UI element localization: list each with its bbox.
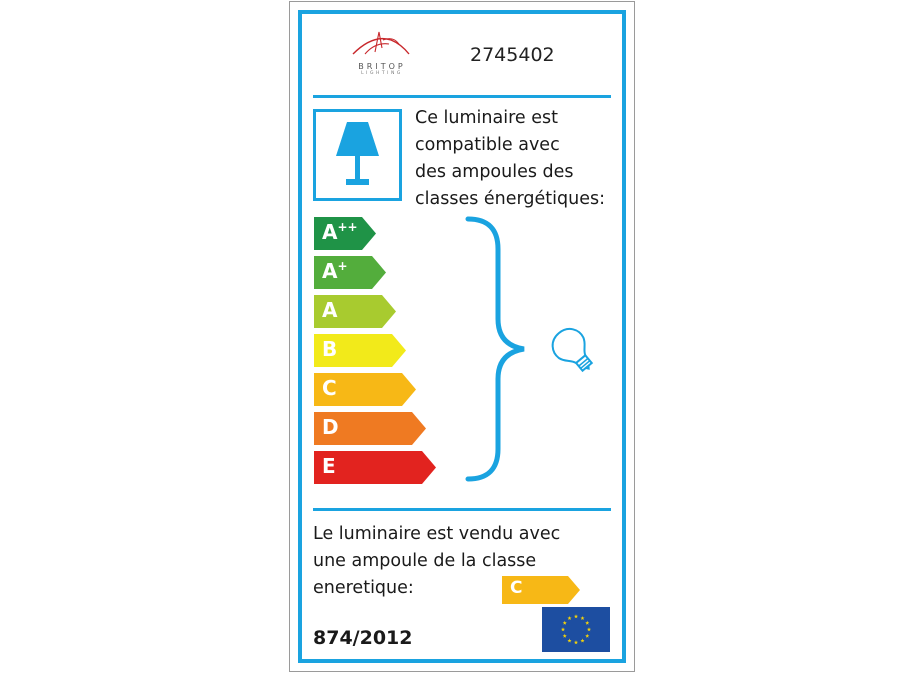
brand-name: BRITOP [358, 62, 406, 71]
energy-class-label: B [322, 337, 338, 361]
energy-class-label: D [322, 415, 339, 439]
energy-class-label: A+ [322, 259, 348, 283]
sold-with-class-label: C [510, 578, 523, 598]
eu-flag-icon [542, 607, 610, 652]
compat-line-2: compatible avec [415, 135, 560, 155]
light-bulb-icon [545, 322, 601, 378]
sold-with-line-2: une ampoule de la classe [313, 551, 537, 571]
energy-class-label: C [322, 376, 337, 400]
compat-line-1: Ce luminaire est [415, 108, 558, 128]
table-lamp-icon [316, 112, 399, 198]
brand-subtitle: LIGHTING [361, 71, 403, 76]
energy-class-label: A [322, 298, 338, 322]
energy-class-bar [314, 256, 386, 289]
energy-class-label-sup: + [337, 259, 348, 273]
energy-class-bar [314, 451, 436, 484]
energy-class-bar [314, 412, 426, 445]
energy-class-bar [314, 217, 376, 250]
energy-class-bar [314, 373, 416, 406]
sold-with-line-1: Le luminaire est vendu avec [313, 524, 561, 544]
lamp-icon-frame [313, 109, 402, 201]
product-code: 2745402 [470, 44, 555, 66]
divider-top [313, 95, 611, 98]
curly-brace-icon [464, 215, 534, 485]
regulation-number: 874/2012 [313, 627, 413, 649]
sold-with-class-arrow [502, 576, 580, 604]
compat-line-4: classes énergétiques: [415, 189, 605, 209]
divider-bottom [313, 508, 611, 511]
energy-class-label: E [322, 454, 336, 478]
energy-class-bar [314, 334, 406, 367]
energy-class-label-sup: ++ [337, 220, 358, 234]
compat-line-3: des ampoules des [415, 162, 574, 182]
energy-class-label: A++ [322, 220, 358, 244]
energy-class-bar [314, 295, 396, 328]
sold-with-line-3: eneretique: [313, 578, 414, 598]
